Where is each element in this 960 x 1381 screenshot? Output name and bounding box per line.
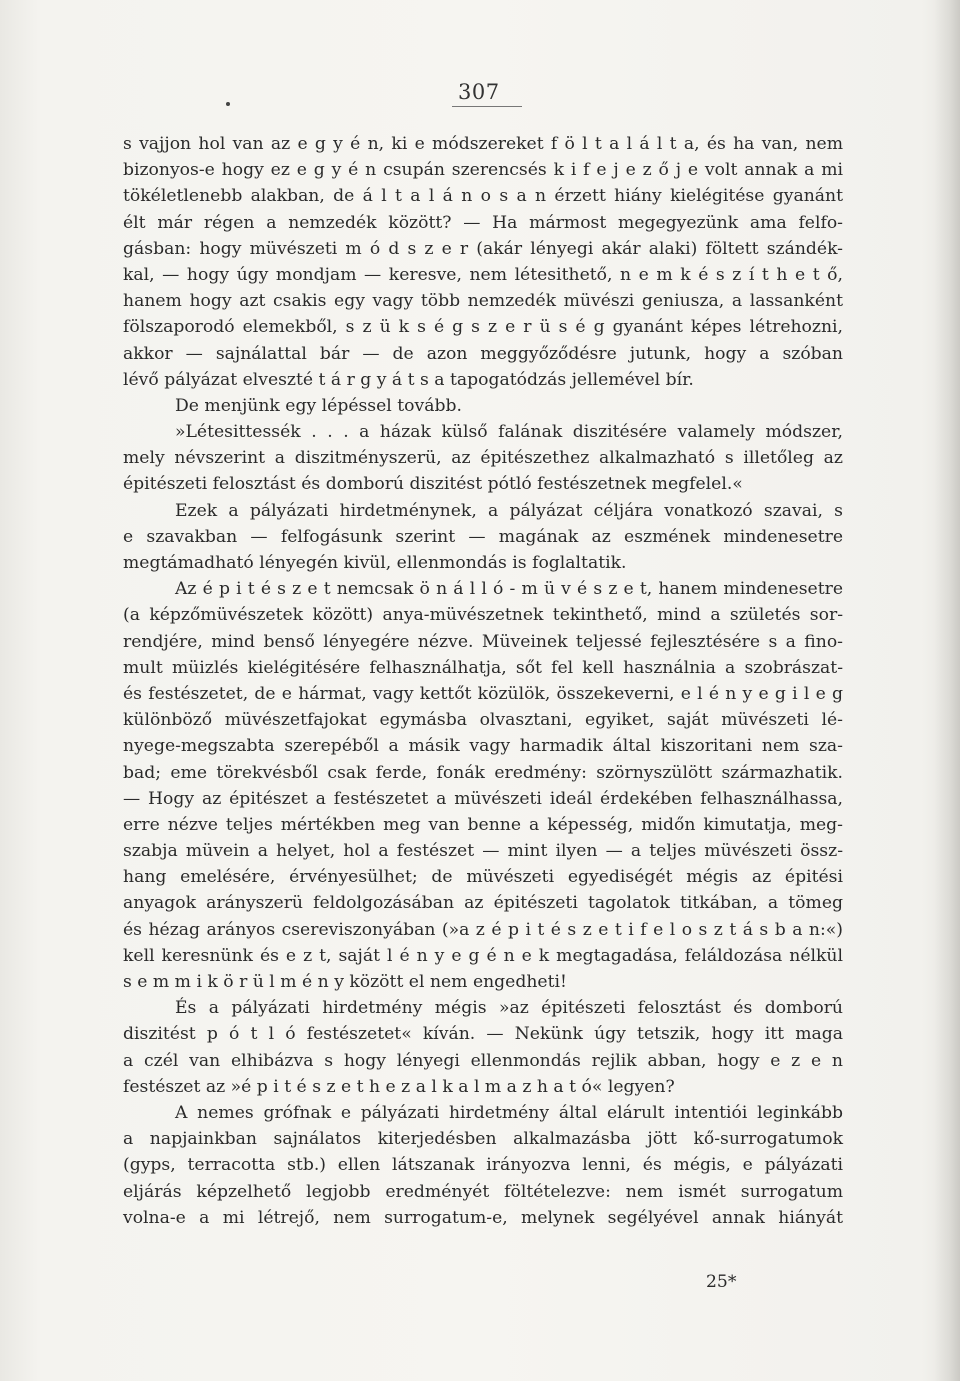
text-line: A nemes grófnak e pályázati hirdetmény által elárult intentiói leginkább xyxy=(175,1102,843,1123)
text-line: bad; eme törekvésből csak ferde, fonák eredmény: szörnyszülött származhatik. xyxy=(123,762,843,783)
text-line: festészet az »é p i t é s z e t h e z a l k a l m a z h a t ó« legyen? xyxy=(123,1076,675,1097)
text-line: fölszaporodó elemekből, s z ü k s é g s z e r ü s é g gyanánt képes létrehozni, xyxy=(123,317,843,338)
text-line: — Hogy az épitészet a festészetet a müvészeti ideál érdekében felhasználhassa, xyxy=(123,788,843,809)
text-line: Az é p i t é s z e t nemcsak ö n á l l ó - m ü v é s z e t, hanem mindenesetre xyxy=(175,579,843,600)
text-line: különböző müvészetfajokat egymásba olvasztani, egyiket, saját müvészeti lé- xyxy=(123,710,843,731)
text-line: És a pályázati hirdetmény mégis »az épitészeti felosztást és domború xyxy=(175,998,843,1019)
text-line: s e m m i k ö r ü l m é n y között el nem engedheti! xyxy=(123,972,567,992)
text-line: nyege-megszabta szerepéből a másik vagy harmadik által kiszoritani nem sza- xyxy=(123,736,843,757)
text-line: »Létesittessék . . . a házak külső falának diszitésére valamely módszer, xyxy=(175,422,843,443)
ink-speck xyxy=(226,102,230,106)
text-line: bizonyos-e hogy ez e g y é n csupán szerencsés k i f e j e z ő j e volt annak a mi xyxy=(123,160,843,181)
signature-mark: 25* xyxy=(706,1272,737,1292)
text-line: (gyps, terracotta stb.) ellen látszanak irányozva lenni, és mégis, e pályázati xyxy=(123,1155,843,1176)
page-number-rule xyxy=(452,106,522,107)
text-line: és hézag arányos csereviszonyában (»a z é p i t é s z e t i f e l o s z t á s b a n:«) xyxy=(123,919,843,940)
text-line: volna-e a mi létrejő, nem surrogatum-e, melynek segélyével annak hiányát xyxy=(123,1207,843,1228)
text-line: (a képzőmüvészetek között) anya-müvészetnek tekinthető, mind a születés sor- xyxy=(123,605,843,626)
page-edge-shadow xyxy=(934,0,960,1381)
text-line: Ezek a pályázati hirdetménynek, a pályázat céljára vonatkozó szavai, s xyxy=(175,500,843,521)
text-line: kell keresnünk és e z t, saját l é n y e g é n e k megtagadása, feláldozása nélkül xyxy=(123,945,843,966)
text-line: megtámadható lényegén kivül, ellenmondás is foglaltatik. xyxy=(123,553,627,573)
text-line: diszitést p ó t l ó festészetet« kíván. — Nekünk úgy tetszik, hogy itt maga xyxy=(123,1024,843,1045)
text-line: tökéletlenebb alakban, de á l t a l á n o s a n érzett hiány kielégitése gyanánt xyxy=(123,186,843,207)
text-line: hang emelésére, érvényesülhet; de müvészeti egyediségét mégis az épitési xyxy=(123,867,843,888)
text-line: és festészetet, de e hármat, vagy kettőt közülök, összekeverni, e l é n y e g i l e g xyxy=(123,683,843,704)
text-line: erre nézve teljes mértékben meg van benne a képesség, midőn kimutatja, meg- xyxy=(123,814,843,835)
text-line: lévő pályázat elveszté t á r g y á t s a tapogatódzás jellemével bír. xyxy=(123,369,694,390)
text-line: gásban: hogy müvészeti m ó d s z e r (akár lényegi akár alaki) föltett szándék- xyxy=(123,238,843,259)
body-text xyxy=(123,131,843,1231)
text-line: a czél van elhibázva s hogy lényegi ellenmondás rejlik abban, hogy e z e n xyxy=(123,1050,843,1071)
text-line: mult müizlés kielégitésére felhasználhatja, sőt fel kell használnia a szobrászat- xyxy=(123,657,843,678)
text-line: mely névszerint a diszitményszerü, az épitészethez alkalmazható s illetőleg az xyxy=(123,448,843,469)
text-line: a napjainkban sajnálatos kiterjedésben alkalmazásba jött kő-surrogatumok xyxy=(123,1129,843,1150)
text-line: épitészeti felosztást és domború diszitést pótló festészetnek megfelel.« xyxy=(123,474,743,495)
text-line: anyagok arányszerü feldolgozásában az épitészeti tagolatok titkában, a tömeg xyxy=(123,893,843,914)
text-line: akkor — sajnálattal bár — de azon meggyőződésre jutunk, hogy a szóban xyxy=(123,343,843,364)
text-line: e szavakban — felfogásunk szerint — magának az eszmének mindenesetre xyxy=(123,526,843,547)
text-line: rendjére, mind benső lényegére nézve. Müveinek teljessé fejlesztésére s a fino- xyxy=(123,631,843,652)
text-line: eljárás képzelhető legjobb eredményét föltételezve: nem ismét surrogatum xyxy=(123,1181,843,1202)
text-line: s vajjon hol van az e g y é n, ki e módszereket f ö l t a l á l t a, és ha van, nem xyxy=(123,134,843,154)
text-line: szabja müvein a helyet, hol a festészet — mint ilyen — a teljes müvészeti össz- xyxy=(123,841,843,862)
text-line: hanem hogy azt csakis egy vagy több nemzedék müvészi geniusza, a lassanként xyxy=(123,291,843,312)
text-line: De menjünk egy lépéssel tovább. xyxy=(175,395,462,416)
text-line: élt már régen a nemzedék között? — Ha mármost megegyezünk ama felfo- xyxy=(123,212,843,233)
text-line: kal, — hogy úgy mondjam — keresve, nem létesithető, n e m k é s z í t h e t ő, xyxy=(123,264,843,285)
page-number: 307 xyxy=(458,80,500,104)
